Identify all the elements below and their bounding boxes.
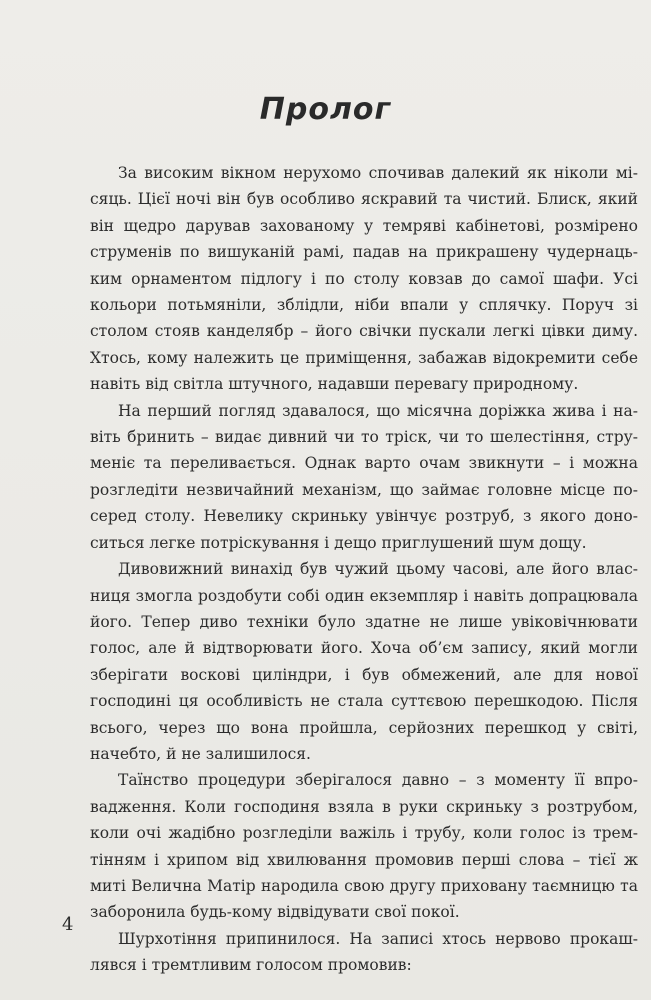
page-number: 4 [62,914,74,935]
paragraph: Таїнство процедури зберігалося давно – з моменту її впровадження. Коли господиня взяла в руки скриньку з розтрубом, коли очі жадібно розгледіли важіль і трубу, коли голос із тремтінням і хрипом від хвилювання промовив перші слова – тієї ж миті Велична Матір народила свою другу приховану таємницю та заборонила будь-кому відвідувати свої покої. [90,771,638,922]
chapter-title: Пролог [259,92,392,127]
body-text [90,160,638,979]
paragraph: Шурхотіння припинилося. На записі хтось нервово прокашлявся і тремтливим голосом промовив: [90,929,638,975]
paragraph: На перший погляд здавалося, що місячна доріжка жива і навіть бринить – видає дивний чи то тріск, чи то шелестіння, струменіє та переливається. Однак варто очам звикнути – і можна розгледіти незвичайний механізм, що займає головне місце посеред столу. Невелику скриньку увінчує розтруб, з якого доноситься легке потріскування і дещо приглушений шум дощу. [90,401,638,552]
paragraph: Дивовижний винахід був чужий цьому часові, але його власниця змогла роздобути собі один екземпляр і навіть допрацювала його. Тепер диво техніки було здатне не лише увіковічнювати голос, але й відтворювати його. Хоча об’єм запису, який могли зберігати воскові циліндри, і був обмежений, але для нової господині ця особливість не стала суттєвою перешкодою. Після всього, через що вона пройшла, серйозних перешкод у світі, начебто, й не залишилося. [90,560,638,763]
paragraph: За високим вікном нерухомо спочивав далекий як ніколи місяць. Цієї ночі він був особливо яскравий та чистий. Блиск, який він щедро дарував захованому у темряві кабінетові, розмірено струменів по вишуканій рамі, падав на прикрашену чудернацьким орнаментом підлогу і по столу ковзав до самої шафи. Усі кольори потьмяніли, зблідли, ніби впали у сплячку. Поруч зі столом стояв канделябр – його свічки пускали легкі цівки диму. Хтось, кому належить це приміщення, забажав відокремити себе навіть від світла штучного, надавши перевагу природному. [90,164,638,394]
